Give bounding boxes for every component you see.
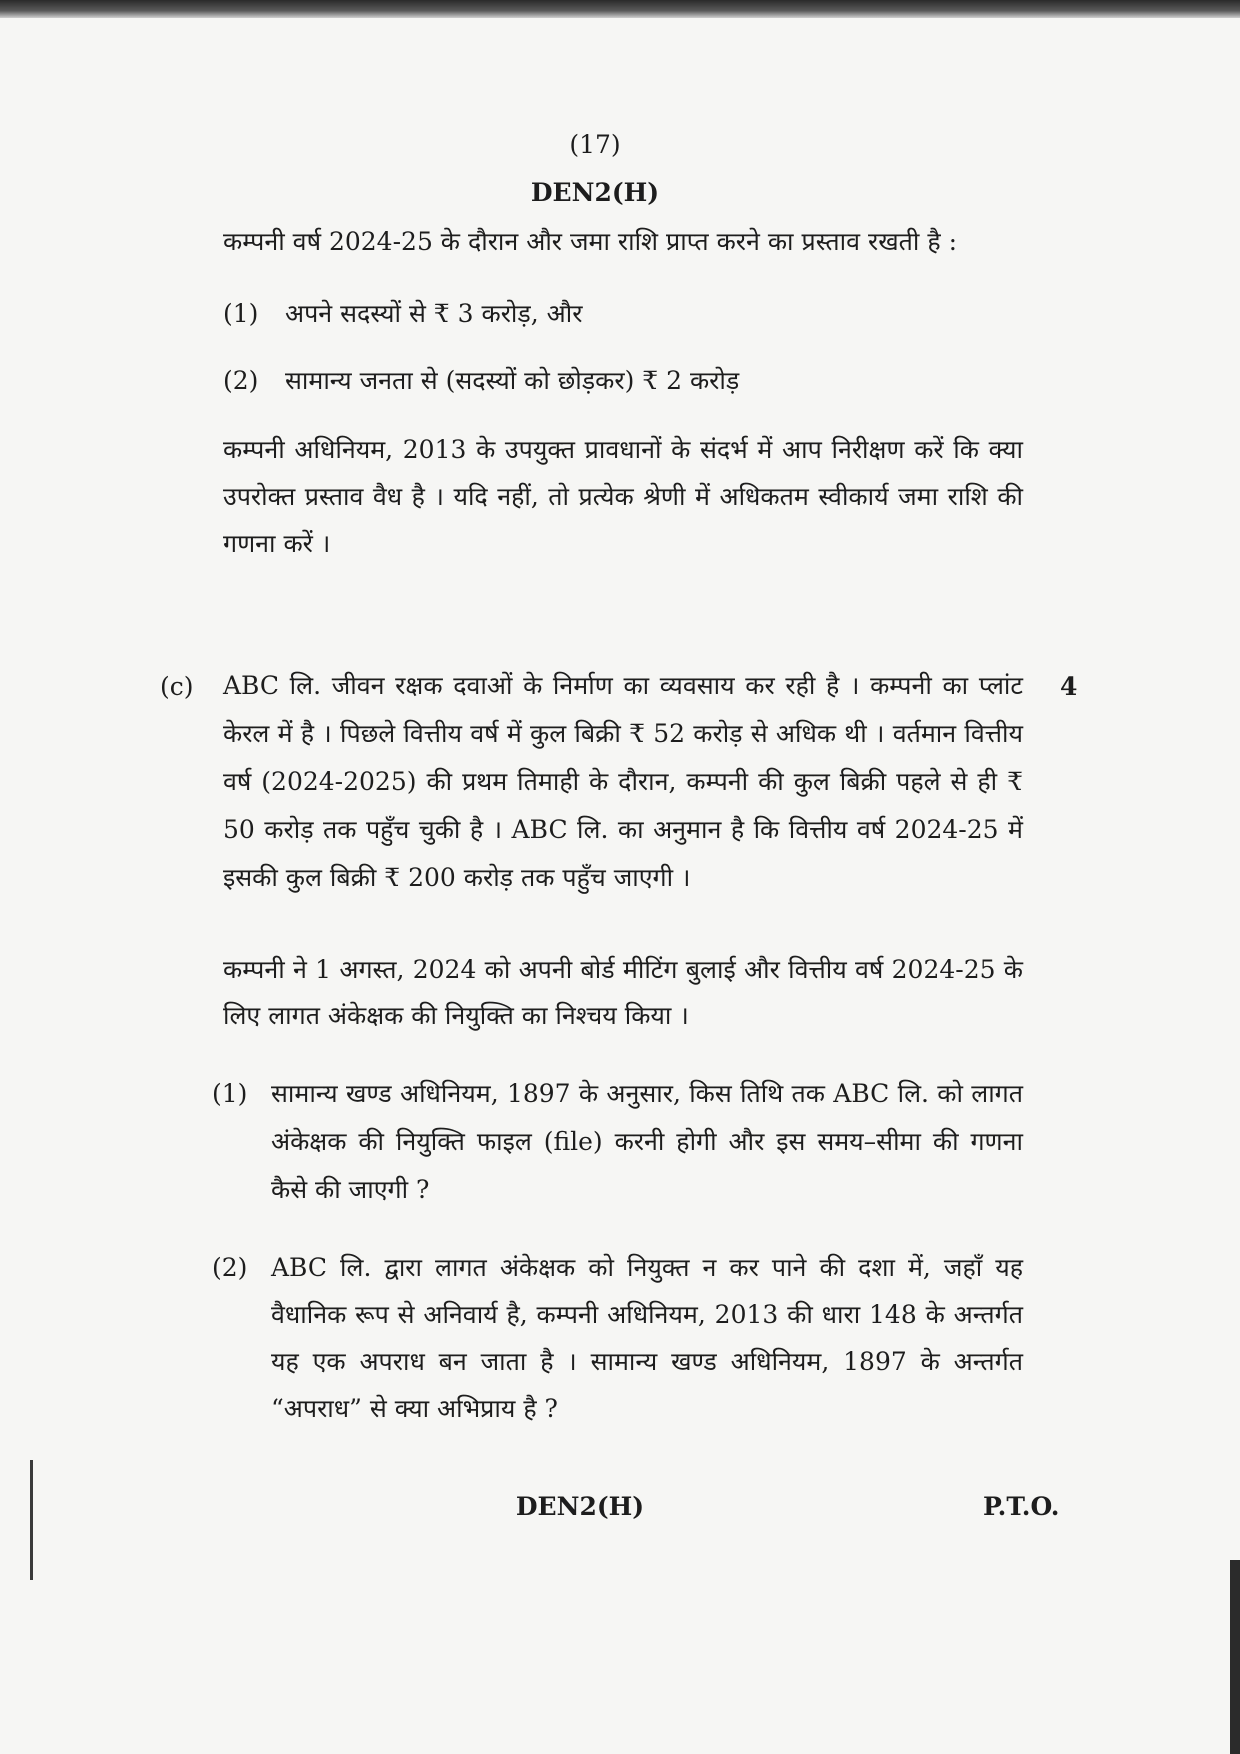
deposit-item-1-num: (1) xyxy=(223,299,259,328)
deposit-item-1-text: अपने सदस्यों से ₹ 3 करोड़, और xyxy=(285,299,583,328)
deposit-item-2-text: सामान्य जनता से (सदस्यों को छोड़कर) ₹ 2 करोड़ xyxy=(285,366,740,395)
sub-question-1-text: सामान्य खण्ड अधिनियम, 1897 के अनुसार, किस तिथि तक ABC लि. को लागत अंकेक्षक की नियुक्ति फाइल (file) करनी होगी और इस समय–सीमा की गणना कैसे की जाएगी ? xyxy=(271,1079,1023,1204)
deposit-item-2-num: (2) xyxy=(223,366,259,395)
sub-question-2-text: ABC लि. द्वारा लागत अंकेक्षक को नियुक्त न कर पाने की दशा में, जहाँ यह वैधानिक रूप से अनिवार्य है, कम्पनी अधिनियम, 2013 की धारा 148 के अन्तर्गत यह एक अपराध बन जाता है । सामान्य खण्ड अधिनियम, 1897 के अन्तर्गत “अपराध” से क्या अभिप्राय है ? xyxy=(271,1253,1023,1423)
question-c-paragraph-2: कम्पनी ने 1 अगस्त, 2024 को अपनी बोर्ड मीटिंग बुलाई और वित्तीय वर्ष 2024-25 के लिए लागत अंकेक्षक की नियुक्ति का निश्चय किया । xyxy=(223,955,1023,1030)
footer-paper-code: DEN2(H) xyxy=(515,1492,645,1521)
question-b-paragraph: कम्पनी अधिनियम, 2013 के उपयुक्त प्रावधानों के संदर्भ में आप निरीक्षण करें कि क्या उपरोक्त प्रस्ताव वैध है । यदि नहीं, तो प्रत्येक श्रेणी में अधिकतम स्वीकार्य जमा राशि की गणना करें । xyxy=(223,435,1023,558)
sub-question-1-num: (1) xyxy=(212,1079,248,1108)
question-c-label: (c) xyxy=(160,672,194,701)
scan-right-edge xyxy=(1230,1560,1240,1754)
question-c-paragraph-1: ABC लि. जीवन रक्षक दवाओं के निर्माण का व्यवसाय कर रही है । कम्पनी का प्लांट केरल में है । पिछले वित्तीय वर्ष में कुल बिक्री ₹ 52 करोड़ से अधिक थी । वर्तमान वित्तीय वर्ष (2024-2025) की प्रथम तिमाही के दौरान, कम्पनी की कुल बिक्री पहले से ही ₹ 50 करोड़ तक पहुँच चुकी है । ABC लि. का अनुमान है कि वित्तीय वर्ष 2024-25 में इसकी कुल बिक्री ₹ 200 करोड़ तक पहुँच जाएगी । xyxy=(223,671,1023,892)
sub-question-2-num: (2) xyxy=(212,1253,248,1282)
paper-code-header: DEN2(H) xyxy=(530,178,660,207)
intro-line: कम्पनी वर्ष 2024-25 के दौरान और जमा राशि प्राप्त करने का प्रस्ताव रखती है : xyxy=(223,227,957,256)
question-c-marks: 4 xyxy=(1060,672,1078,701)
pto-label: P.T.O. xyxy=(983,1492,1060,1521)
scan-top-edge xyxy=(0,0,1240,18)
page-number: (17) xyxy=(569,130,621,159)
